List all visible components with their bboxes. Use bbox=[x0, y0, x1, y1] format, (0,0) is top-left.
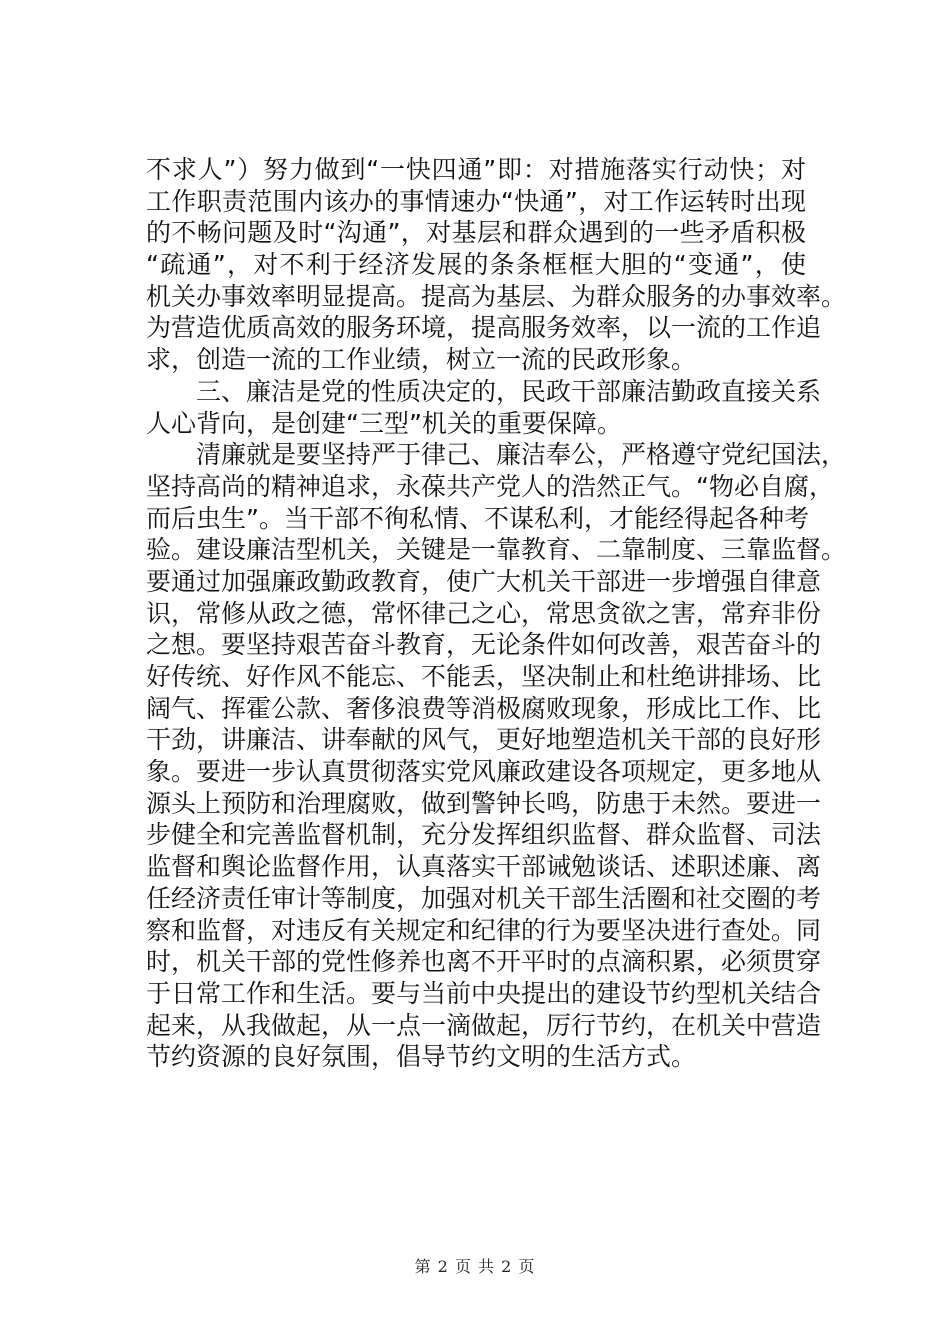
body-text bbox=[146, 154, 847, 1073]
text-line: 象。要进一步认真贯彻落实党风廉政建设各项规定，更多地从 bbox=[146, 757, 822, 787]
text-line: 阔气、挥霍公款、奢侈浪费等消极腐败现象，形成比工作、比 bbox=[146, 693, 822, 723]
text-line: 的不畅问题及时“沟通”，对基层和群众遇到的一些矛盾积极 bbox=[146, 218, 806, 248]
text-line: 要通过加强廉政勤政教育，使广大机关干部进一步增强自律意 bbox=[146, 566, 822, 596]
text-line: 起来，从我做起，从一点一滴做起，厉行节约，在机关中营造 bbox=[146, 1010, 822, 1040]
page-number-footer: 第 2 页 共 2 页 bbox=[414, 1257, 536, 1276]
text-line: 而后虫生”。当干部不徇私情、不谋私利，才能经得起各种考 bbox=[146, 503, 809, 533]
text-line: 步健全和完善监督机制，充分发挥组织监督、群众监督、司法 bbox=[146, 820, 822, 850]
text-line: 为营造优质高效的服务环境，提高服务效率，以一流的工作追 bbox=[146, 313, 822, 343]
text-line: 察和监督，对违反有关规定和纪律的行为要坚决进行查处。同 bbox=[146, 915, 822, 945]
section-heading-line: 三、廉洁是党的性质决定的，民政干部廉洁勤政直接关系 bbox=[196, 376, 822, 406]
text-line: 验。建设廉洁型机关，关键是一靠教育、二靠制度、三靠监督。 bbox=[146, 535, 847, 565]
text-line: 于日常工作和生活。要与当前中央提出的建设节约型机关结合 bbox=[146, 978, 822, 1008]
text-line: 工作职责范围内该办的事情速办“快通”，对工作运转时出现 bbox=[146, 186, 806, 216]
text-line: 干劲，讲廉洁、讲奉献的风气，更好地塑造机关干部的良好形 bbox=[146, 725, 822, 755]
text-line: 监督和舆论监督作用，认真落实干部诫勉谈话、述职述廉、离 bbox=[146, 852, 822, 882]
text-line: 识，常修从政之德，常怀律己之心，常思贪欲之害，常弃非份 bbox=[146, 598, 822, 628]
text-line: 源头上预防和治理腐败，做到警钟长鸣，防患于未然。要进一 bbox=[146, 788, 822, 818]
text-line: 好传统、好作风不能忘、不能丢，坚决制止和杜绝讲排场、比 bbox=[146, 662, 822, 691]
text-line: 清廉就是要坚持严于律己、廉洁奉公，严格遵守党纪国法， bbox=[196, 440, 847, 470]
text-line: 坚持高尚的精神追求，永葆共产党人的浩然正气。“物必自腐， bbox=[146, 471, 834, 501]
text-line: 不求人”）努力做到“一快四通”即：对措施落实行动快；对 bbox=[146, 155, 806, 184]
text-line: 节约资源的良好氛围，倡导节约文明的生活方式。 bbox=[146, 1042, 697, 1072]
text-line: 求，创造一流的工作业绩，树立一流的民政形象。 bbox=[146, 345, 697, 375]
text-line: 时，机关干部的党性修养也离不开平时的点滴积累，必须贯穿 bbox=[146, 947, 822, 977]
text-line: “疏通”，对不利于经济发展的条条框框大胆的“变通”，使 bbox=[146, 250, 806, 280]
text-line: 人心背向，是创建“三型”机关的重要保障。 bbox=[146, 408, 622, 438]
text-line: 之想。要坚持艰苦奋斗教育，无论条件如何改善，艰苦奋斗的 bbox=[146, 630, 822, 660]
text-line: 任经济责任审计等制度，加强对机关干部生活圈和社交圈的考 bbox=[146, 883, 822, 913]
text-line: 机关办事效率明显提高。提高为基层、为群众服务的办事效率。 bbox=[146, 281, 847, 311]
